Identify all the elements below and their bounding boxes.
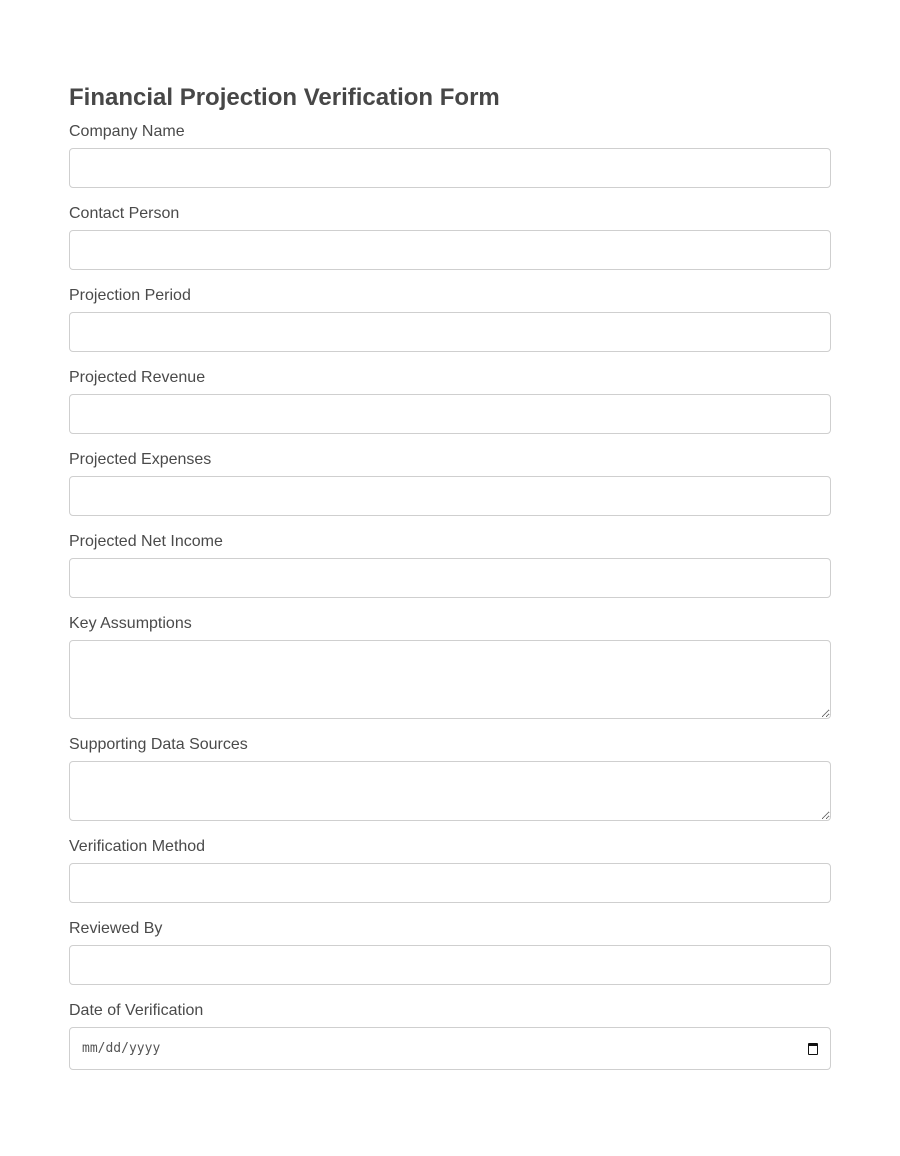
projected-expenses-label: Projected Expenses [69,451,212,468]
company-name-input[interactable] [69,148,831,188]
date-of-verification-input[interactable] [69,1027,831,1070]
company-name-label: Company Name [69,123,185,140]
key-assumptions-textarea[interactable] [69,640,831,719]
projected-expenses-input[interactable] [69,476,831,516]
projected-revenue-label: Projected Revenue [69,369,206,386]
verification-method-label: Verification Method [69,838,206,855]
key-assumptions-label: Key Assumptions [69,615,192,632]
projection-period-label: Projection Period [69,287,191,304]
projected-revenue-input[interactable] [69,394,831,434]
supporting-data-sources-textarea[interactable] [69,761,831,821]
contact-person-label: Contact Person [69,205,180,222]
page-title: Financial Projection Verification Form [69,84,500,111]
contact-person-input[interactable] [69,230,831,270]
calendar-icon[interactable] [808,1043,818,1055]
reviewed-by-label: Reviewed By [69,920,163,937]
date-placeholder: mm/dd/yyyy [82,1041,161,1056]
date-of-verification-label: Date of Verification [69,1002,204,1019]
verification-method-input[interactable] [69,863,831,903]
projected-net-income-label: Projected Net Income [69,533,223,550]
supporting-data-sources-label: Supporting Data Sources [69,736,248,753]
projected-net-income-input[interactable] [69,558,831,598]
reviewed-by-input[interactable] [69,945,831,985]
financial-projection-form [69,82,831,1087]
projection-period-input[interactable] [69,312,831,352]
